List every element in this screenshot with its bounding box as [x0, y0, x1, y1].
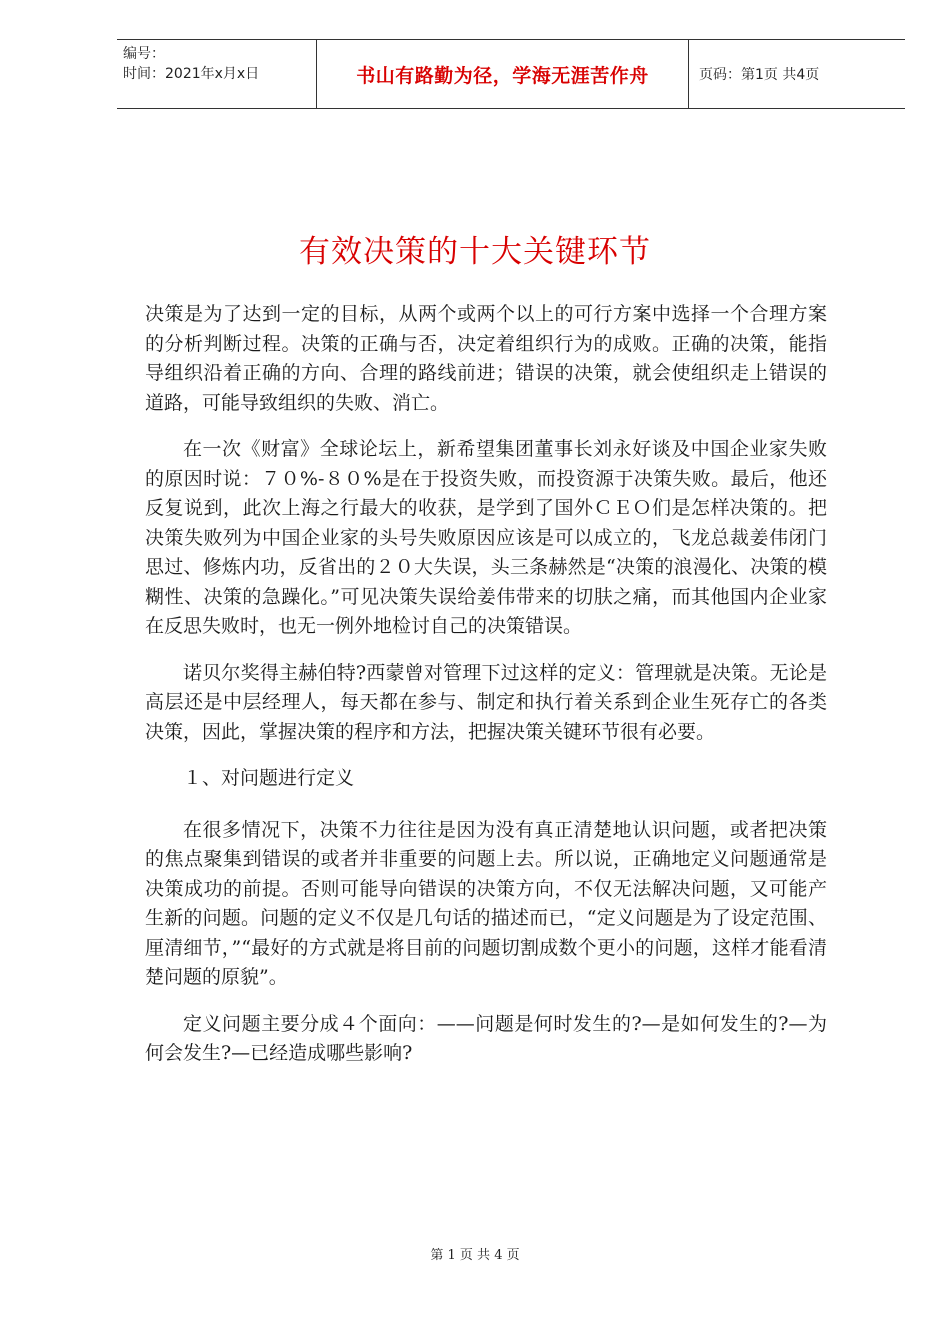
header-motto: 书山有路勤为径，学海无涯苦作舟 [316, 40, 689, 108]
paragraph-define-problem: 在很多情况下，决策不力往往是因为没有真正清楚地认识问题，或者把决策的焦点聚集到错误的或者并非重要的问题上去。所以说，正确地定义问题通常是决策成功的前提。否则可能导向错误的决策方向，不仅无法解决问题，又可能产生新的问题。问题的定义不仅是几句话的描述而已，“定义问题是为了设定范围、厘清细节，”“最好的方式就是将目前的问题切割成数个更小的问题，这样才能看清楚问题的原貌”。 [145, 818, 827, 988]
section-heading-define-problem: １、对问题进行定义 [183, 767, 355, 789]
header-page-label: 页码：第1页 共4页 [699, 67, 820, 83]
document-body [145, 300, 827, 1086]
document-number-label: 编号： [123, 46, 165, 62]
paragraph-intro: 决策是为了达到一定的目标，从两个或两个以上的可行方案中选择一个合理方案的分析判断过程。决策的正确与否，决定着组织行为的成败。正确的决策，能指导组织沿着正确的方向、合理的路线前进；错误的决策，就会使组织走上错误的道路，可能导致组织的失败、消亡。 [145, 303, 827, 414]
page-footer: 第 1 页 共 4 页 [430, 1248, 520, 1263]
paragraph-fortune-forum: 在一次《财富》全球论坛上，新希望集团董事长刘永好谈及中国企业家失败的原因时说：７０%-８０%是在于投资失败，而投资源于决策失败。最后，他还反复说到，此次上海之行最大的收获，是学到了国外ＣＥＯ们是怎样决策的。把决策失败列为中国企业家的头号失败原因应该是可以成立的，飞龙总裁姜伟闭门思过、修炼内功，反省出的２０大失误，头三条赫然是“决策的浪漫化、决策的模糊性、决策的急躁化。”可见决策失误给姜伟带来的切肤之痛，而其他国内企业家在反思失败时，也无一例外地检讨自己的决策错误。 [145, 438, 827, 637]
paragraph-simon-definition: 诺贝尔奖得主赫伯特?西蒙曾对管理下过这样的定义：管理就是决策。无论是高层还是中层经理人，每天都在参与、制定和执行着关系到企业生死存亡的各类决策，因此，掌握决策的程序和方法，把握决策关键环节很有必要。 [145, 661, 827, 743]
document-time-label: 时间：2021年x月x日 [123, 66, 260, 82]
page-header [117, 39, 905, 109]
document-title: 有效决策的十大关键环节 [299, 234, 651, 270]
header-info-cell [117, 40, 316, 108]
paragraph-four-aspects: 定义问题主要分成４个面向：——问题是何时发生的?—是如何发生的?—为何会发生?—已经造成哪些影响? [145, 1012, 827, 1064]
